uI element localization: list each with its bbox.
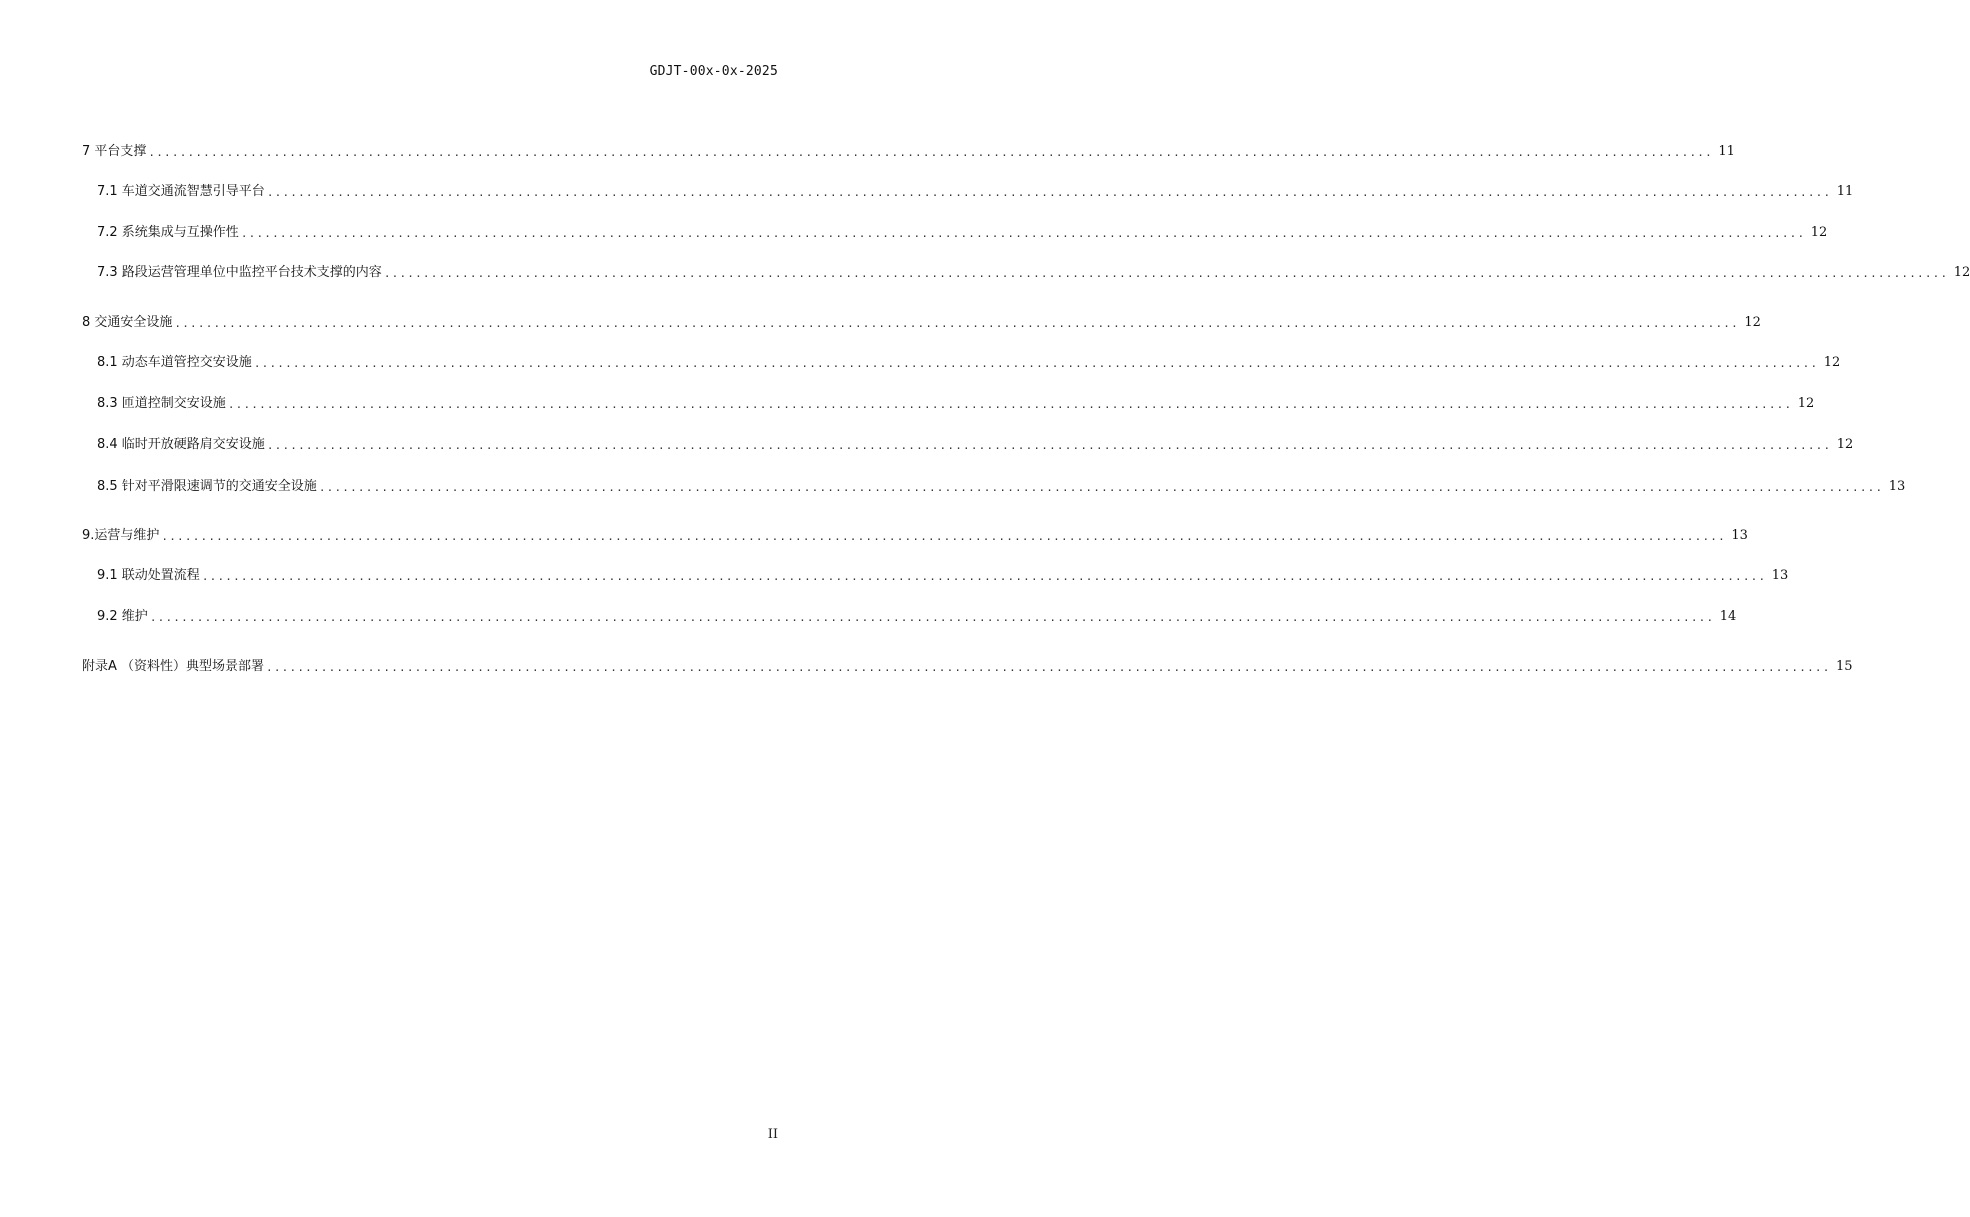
toc-leader-dots: ........................................................................................................................................................................................................ xyxy=(266,186,1832,199)
toc-entry-page: 14 xyxy=(1719,609,1737,624)
toc-entry-title: 7 平台支撑 xyxy=(82,142,148,162)
toc-entry-8[interactable] xyxy=(82,313,1761,333)
toc-entry-title: 8.5 针对平滑限速调节的交通安全设施 xyxy=(97,477,319,497)
toc-entry-9-1[interactable] xyxy=(97,566,1789,586)
toc-entry-appendix-a[interactable] xyxy=(82,657,1853,677)
toc-entry-title: 附录A （资料性）典型场景部署 xyxy=(82,657,266,677)
toc-leader-dots: ........................................................................................................................................................................................................ xyxy=(240,227,1806,240)
toc-entry-8-4[interactable] xyxy=(97,435,1854,455)
toc-entry-title: 8.1 动态车道管控交安设施 xyxy=(97,353,254,373)
toc-entry-title: 9.1 联动处置流程 xyxy=(97,566,202,586)
toc-entry-page: 12 xyxy=(1797,396,1815,411)
toc-entry-7-2[interactable] xyxy=(97,223,1828,243)
toc-entry-page: 13 xyxy=(1731,528,1748,543)
toc-entry-7-1[interactable] xyxy=(97,182,1854,202)
toc-entry-title: 8 交通安全设施 xyxy=(82,313,174,333)
toc-entry-page: 11 xyxy=(1718,144,1735,159)
toc-entry-9-2[interactable] xyxy=(97,607,1737,627)
toc-entry-page: 13 xyxy=(1771,568,1789,583)
toc-leader-dots: ........................................................................................................................................................................................................ xyxy=(149,611,1715,624)
toc-entry-8-5[interactable] xyxy=(97,477,1906,497)
toc-leader-dots: ........................................................................................................................................................................................................ xyxy=(318,481,1884,494)
toc-leader-dots: ........................................................................................................................................................................................................ xyxy=(148,146,1713,159)
toc-leader-dots: ........................................................................................................................................................................................................ xyxy=(266,439,1832,452)
toc-entry-title: 8.3 匝道控制交安设施 xyxy=(97,394,228,414)
toc-entry-7[interactable] xyxy=(82,142,1735,162)
toc-entry-page: 13 xyxy=(1888,479,1906,494)
toc-entry-7-3[interactable] xyxy=(97,263,1970,283)
toc-entry-page: 12 xyxy=(1823,355,1841,370)
toc-entry-title: 7.1 车道交通流智慧引导平台 xyxy=(97,182,267,202)
toc-leader-dots: ........................................................................................................................................................................................................ xyxy=(227,398,1793,411)
toc-entry-page: 12 xyxy=(1810,225,1828,240)
toc-leader-dots: ........................................................................................................................................................................................................ xyxy=(266,661,1831,674)
toc-leader-dots: ........................................................................................................................................................................................................ xyxy=(383,267,1949,280)
toc-entry-8-1[interactable] xyxy=(97,353,1841,373)
toc-entry-page: 15 xyxy=(1836,659,1853,674)
toc-entry-title: 7.2 系统集成与互操作性 xyxy=(97,223,241,243)
toc-entry-9[interactable] xyxy=(82,526,1748,546)
toc-entry-title: 9.2 维护 xyxy=(97,607,150,627)
toc-leader-dots: ........................................................................................................................................................................................................ xyxy=(174,317,1739,330)
toc-entry-page: 12 xyxy=(1836,437,1854,452)
toc-leader-dots: ........................................................................................................................................................................................................ xyxy=(253,357,1819,370)
toc-entry-title: 8.4 临时开放硬路肩交安设施 xyxy=(97,435,267,455)
document-code: GDJT-00x-0x-2025 xyxy=(649,64,778,79)
toc-entry-title: 7.3 路段运营管理单位中监控平台技术支撑的内容 xyxy=(97,263,384,283)
toc-leader-dots: ........................................................................................................................................................................................................ xyxy=(161,530,1726,543)
toc-entry-8-3[interactable] xyxy=(97,394,1815,414)
toc-entry-page: 12 xyxy=(1744,315,1761,330)
toc-leader-dots: ........................................................................................................................................................................................................ xyxy=(201,570,1767,583)
page-number: II xyxy=(767,1127,778,1142)
toc-entry-page: 12 xyxy=(1953,265,1970,280)
toc-entry-title: 9.运营与维护 xyxy=(82,526,161,546)
toc-entry-page: 11 xyxy=(1836,184,1854,199)
